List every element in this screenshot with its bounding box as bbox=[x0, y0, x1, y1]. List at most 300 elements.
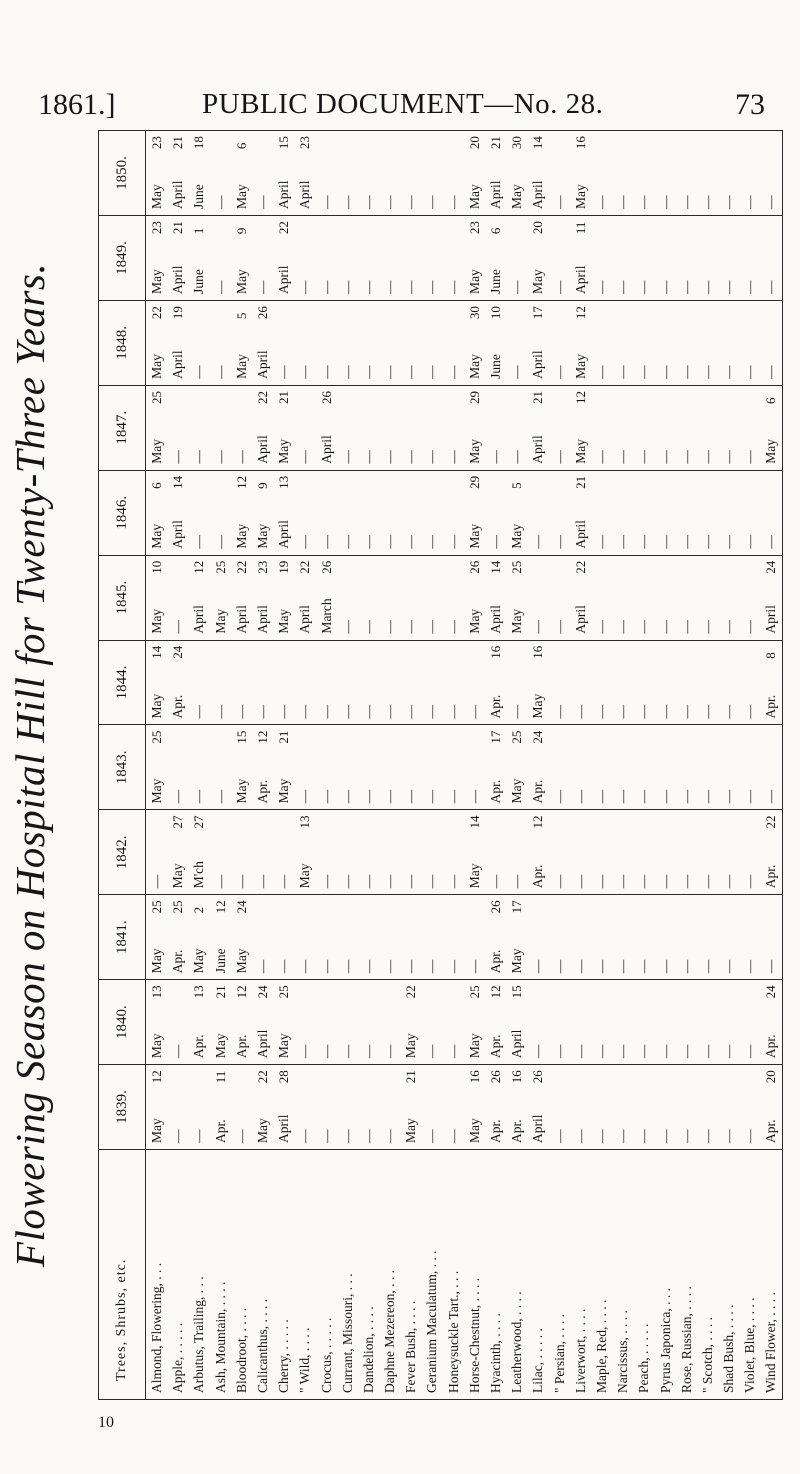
month: — bbox=[318, 1044, 334, 1059]
date-entry bbox=[506, 131, 527, 215]
date-entry bbox=[231, 386, 252, 470]
month: — bbox=[424, 1129, 440, 1143]
day: 23 bbox=[297, 136, 313, 150]
month: — bbox=[424, 874, 440, 889]
date-entry bbox=[506, 641, 527, 725]
day: 21 bbox=[403, 1070, 419, 1084]
month: — bbox=[678, 1044, 694, 1059]
month: — bbox=[593, 535, 609, 549]
day bbox=[655, 980, 676, 998]
date-entry bbox=[167, 641, 188, 725]
date-entry bbox=[527, 556, 548, 640]
day bbox=[252, 131, 273, 149]
date-entry bbox=[697, 641, 718, 725]
month: May bbox=[466, 269, 482, 294]
month: — bbox=[742, 789, 758, 804]
month: — bbox=[742, 874, 758, 889]
month: — bbox=[191, 1129, 207, 1143]
date-entry bbox=[146, 131, 167, 215]
day: 21 bbox=[530, 390, 546, 404]
day: 14 bbox=[530, 136, 546, 150]
month: — bbox=[593, 280, 609, 294]
month: — bbox=[615, 620, 631, 634]
month: April bbox=[276, 180, 292, 210]
day bbox=[294, 725, 315, 743]
month: — bbox=[530, 535, 546, 549]
day: 12 bbox=[149, 1070, 164, 1084]
date-entry bbox=[760, 1065, 781, 1149]
day bbox=[379, 301, 400, 319]
month: — bbox=[424, 535, 440, 549]
month: — bbox=[636, 535, 652, 549]
day bbox=[718, 1065, 739, 1083]
day: 29 bbox=[466, 475, 482, 489]
month: — bbox=[572, 959, 588, 974]
day bbox=[570, 980, 591, 998]
page-number: 73 bbox=[735, 88, 765, 121]
day bbox=[337, 216, 358, 234]
day: 24 bbox=[763, 560, 779, 574]
month: — bbox=[721, 450, 737, 464]
month: April bbox=[254, 605, 270, 634]
date-entry bbox=[464, 895, 485, 979]
month: — bbox=[360, 789, 376, 804]
date-entry bbox=[570, 641, 591, 725]
plant-name: Fever Bush, . . . . bbox=[403, 1300, 419, 1393]
month: — bbox=[593, 959, 609, 974]
month: — bbox=[551, 789, 567, 804]
date-entry bbox=[358, 301, 379, 385]
month: — bbox=[466, 704, 482, 719]
month: April bbox=[233, 605, 249, 634]
day bbox=[337, 131, 358, 149]
month: — bbox=[742, 620, 758, 634]
month: — bbox=[509, 874, 525, 889]
day bbox=[210, 641, 231, 659]
month: — bbox=[636, 704, 652, 719]
month: April bbox=[530, 1114, 546, 1143]
month: — bbox=[657, 280, 673, 294]
month: May bbox=[149, 439, 164, 464]
day bbox=[316, 131, 337, 149]
day bbox=[485, 810, 506, 828]
day bbox=[358, 1065, 379, 1083]
date-entry bbox=[421, 556, 442, 640]
day bbox=[570, 895, 591, 913]
month: — bbox=[254, 280, 270, 294]
month: — bbox=[339, 789, 355, 804]
month: — bbox=[445, 620, 461, 634]
date-entry bbox=[464, 810, 485, 894]
month: — bbox=[763, 535, 779, 549]
month: — bbox=[636, 789, 652, 804]
month: May bbox=[233, 184, 249, 210]
month: — bbox=[636, 959, 652, 974]
day: 28 bbox=[276, 1070, 292, 1084]
day bbox=[337, 386, 358, 404]
day bbox=[188, 471, 209, 489]
day bbox=[316, 301, 337, 319]
month: — bbox=[551, 874, 567, 889]
month: — bbox=[382, 535, 398, 549]
date-entry bbox=[760, 216, 781, 300]
month: — bbox=[509, 704, 525, 719]
date-entry bbox=[443, 641, 464, 725]
month: — bbox=[318, 280, 334, 294]
date-entry bbox=[421, 386, 442, 470]
month: May bbox=[530, 693, 546, 719]
month: May bbox=[509, 184, 525, 210]
day bbox=[760, 471, 781, 489]
day bbox=[316, 810, 337, 828]
date-entry bbox=[231, 131, 252, 215]
month: — bbox=[551, 450, 567, 464]
day: 22 bbox=[276, 221, 292, 235]
month: — bbox=[403, 535, 419, 549]
day: 6 bbox=[488, 227, 503, 235]
month: — bbox=[593, 365, 609, 379]
day bbox=[549, 1065, 570, 1083]
day bbox=[421, 1065, 442, 1083]
day bbox=[358, 895, 379, 913]
month: — bbox=[382, 620, 398, 634]
date-entry bbox=[697, 810, 718, 894]
day bbox=[273, 641, 294, 659]
day bbox=[527, 471, 548, 489]
date-entry bbox=[167, 556, 188, 640]
date-entry bbox=[549, 725, 570, 809]
date-entry bbox=[443, 810, 464, 894]
month: — bbox=[678, 535, 694, 549]
month: — bbox=[382, 959, 398, 974]
date-entry bbox=[527, 895, 548, 979]
day bbox=[633, 556, 654, 574]
day bbox=[167, 725, 188, 743]
date-entry bbox=[231, 725, 252, 809]
day: 12 bbox=[233, 475, 249, 489]
day bbox=[718, 216, 739, 234]
plant-name: Peach, . . . . . bbox=[636, 1323, 652, 1393]
plant-name: Pyrus Japonica, . . . bbox=[657, 1288, 673, 1393]
date-entry bbox=[421, 641, 442, 725]
date-entry bbox=[400, 131, 421, 215]
day bbox=[485, 471, 506, 489]
date-entry bbox=[400, 556, 421, 640]
date-entry bbox=[146, 725, 167, 809]
date-entry bbox=[400, 895, 421, 979]
date-entry bbox=[146, 641, 167, 725]
date-entry bbox=[570, 895, 591, 979]
month: — bbox=[678, 450, 694, 464]
date-entry bbox=[252, 556, 273, 640]
month: — bbox=[488, 535, 503, 549]
plant-name: Rose, Russian, . . . . bbox=[678, 1286, 694, 1393]
day bbox=[527, 980, 548, 998]
day: 19 bbox=[276, 560, 292, 574]
day bbox=[697, 301, 718, 319]
month: April bbox=[276, 1114, 292, 1143]
month: May bbox=[276, 1033, 292, 1059]
day: 21 bbox=[170, 221, 186, 235]
month: — bbox=[593, 1129, 609, 1143]
day: 6 bbox=[149, 482, 164, 489]
date-entry bbox=[760, 641, 781, 725]
date-entry bbox=[655, 386, 676, 470]
date-entry bbox=[210, 1065, 231, 1149]
month: April bbox=[254, 350, 270, 379]
month: May bbox=[212, 608, 228, 634]
month: — bbox=[170, 450, 186, 464]
date-entry bbox=[591, 386, 612, 470]
date-entry bbox=[591, 725, 612, 809]
month: — bbox=[360, 1129, 376, 1143]
plant-name: Leatherwood, . . . . bbox=[509, 1291, 525, 1393]
date-entry bbox=[146, 1065, 167, 1149]
day bbox=[421, 725, 442, 743]
day bbox=[379, 216, 400, 234]
month: May bbox=[466, 184, 482, 210]
month: May bbox=[149, 523, 164, 549]
date-entry bbox=[485, 386, 506, 470]
month: Apr. bbox=[530, 864, 546, 889]
day: 25 bbox=[509, 560, 525, 574]
day bbox=[612, 895, 633, 913]
month: May bbox=[297, 863, 313, 889]
month: May bbox=[509, 778, 525, 804]
month: — bbox=[615, 195, 631, 210]
day bbox=[400, 556, 421, 574]
plant-name: Bloodroot, . . . . bbox=[233, 1307, 249, 1393]
month: May bbox=[466, 1033, 482, 1059]
date-entry bbox=[167, 810, 188, 894]
day bbox=[506, 301, 527, 319]
day bbox=[337, 810, 358, 828]
date-entry bbox=[464, 641, 485, 725]
year-column bbox=[146, 640, 783, 725]
month: April bbox=[170, 180, 186, 210]
date-entry bbox=[167, 725, 188, 809]
day bbox=[570, 1065, 591, 1083]
month: — bbox=[551, 704, 567, 719]
date-entry bbox=[316, 810, 337, 894]
month: — bbox=[721, 280, 737, 294]
day bbox=[739, 216, 760, 234]
date-entry bbox=[655, 471, 676, 555]
date-entry bbox=[231, 810, 252, 894]
day: 17 bbox=[509, 900, 525, 914]
date-entry bbox=[676, 641, 697, 725]
month: — bbox=[763, 365, 779, 379]
date-entry bbox=[252, 471, 273, 555]
plant-name: Shad Bush, . . . . bbox=[721, 1304, 737, 1393]
day bbox=[612, 386, 633, 404]
day: 25 bbox=[149, 730, 164, 744]
day: 21 bbox=[212, 985, 228, 999]
day bbox=[400, 810, 421, 828]
month: — bbox=[424, 280, 440, 294]
date-entry bbox=[231, 556, 252, 640]
day bbox=[379, 895, 400, 913]
month: — bbox=[170, 789, 186, 804]
date-entry bbox=[273, 1065, 294, 1149]
date-entry bbox=[273, 471, 294, 555]
date-entry bbox=[379, 725, 400, 809]
day bbox=[167, 556, 188, 574]
date-entry bbox=[379, 895, 400, 979]
month: — bbox=[488, 450, 503, 464]
date-entry bbox=[167, 216, 188, 300]
day bbox=[676, 131, 697, 149]
year-header: 1843. bbox=[99, 725, 146, 810]
month: — bbox=[615, 874, 631, 889]
day bbox=[718, 895, 739, 913]
date-entry bbox=[697, 895, 718, 979]
date-entry bbox=[549, 895, 570, 979]
day bbox=[612, 556, 633, 574]
folio-mark: 10 bbox=[98, 1414, 114, 1431]
month: — bbox=[170, 1129, 186, 1143]
month: June bbox=[191, 269, 207, 294]
day bbox=[294, 386, 315, 404]
day bbox=[612, 1065, 633, 1083]
month: — bbox=[551, 1044, 567, 1059]
month: — bbox=[657, 874, 673, 889]
month: April bbox=[488, 180, 503, 210]
date-entry bbox=[358, 895, 379, 979]
date-entry bbox=[337, 1065, 358, 1149]
day: 21 bbox=[276, 390, 292, 404]
day bbox=[421, 810, 442, 828]
day bbox=[167, 386, 188, 404]
year-column bbox=[146, 555, 783, 640]
date-entry bbox=[188, 1065, 209, 1149]
month: — bbox=[466, 789, 482, 804]
day bbox=[612, 131, 633, 149]
day: 22 bbox=[572, 560, 588, 574]
year-column bbox=[146, 980, 783, 1065]
day bbox=[549, 980, 570, 998]
day bbox=[379, 556, 400, 574]
date-entry bbox=[252, 810, 273, 894]
month: — bbox=[593, 195, 609, 210]
date-entry bbox=[549, 980, 570, 1064]
date-entry bbox=[358, 980, 379, 1064]
date-entry bbox=[527, 131, 548, 215]
month: — bbox=[254, 195, 270, 210]
day bbox=[676, 1065, 697, 1083]
date-entry bbox=[655, 725, 676, 809]
month: — bbox=[593, 450, 609, 464]
day bbox=[591, 1065, 612, 1083]
month: — bbox=[615, 280, 631, 294]
day bbox=[633, 641, 654, 659]
day bbox=[760, 301, 781, 319]
day bbox=[379, 725, 400, 743]
month: — bbox=[678, 959, 694, 974]
date-entry bbox=[570, 216, 591, 300]
month: April bbox=[276, 520, 292, 549]
date-entry bbox=[527, 725, 548, 809]
month: — bbox=[699, 1129, 715, 1143]
date-entry bbox=[485, 895, 506, 979]
day bbox=[316, 1065, 337, 1083]
month: — bbox=[233, 874, 249, 889]
date-entry bbox=[273, 641, 294, 725]
date-entry bbox=[316, 725, 337, 809]
date-entry bbox=[612, 301, 633, 385]
month: — bbox=[212, 450, 228, 464]
date-entry bbox=[739, 386, 760, 470]
month: — bbox=[699, 704, 715, 719]
date-entry bbox=[485, 556, 506, 640]
date-entry bbox=[612, 556, 633, 640]
day: 12 bbox=[254, 730, 270, 744]
month: — bbox=[445, 959, 461, 974]
day bbox=[739, 810, 760, 828]
day bbox=[358, 725, 379, 743]
month: — bbox=[530, 1044, 546, 1059]
month: — bbox=[657, 450, 673, 464]
month: Apr. bbox=[233, 1034, 249, 1059]
month: May bbox=[466, 863, 482, 889]
year-header: 1847. bbox=[99, 385, 146, 470]
day bbox=[676, 895, 697, 913]
month: — bbox=[297, 959, 313, 974]
month: — bbox=[636, 195, 652, 210]
day: 2 bbox=[191, 906, 207, 914]
day bbox=[188, 1065, 209, 1083]
plant-name: Maple, Red, . . . . bbox=[593, 1299, 609, 1393]
month: May bbox=[149, 778, 164, 804]
date-entry bbox=[676, 1065, 697, 1149]
month: — bbox=[339, 365, 355, 379]
date-entry bbox=[655, 556, 676, 640]
date-entry bbox=[231, 216, 252, 300]
date-entry bbox=[485, 1065, 506, 1149]
date-entry bbox=[464, 980, 485, 1064]
month: — bbox=[551, 280, 567, 294]
day bbox=[358, 216, 379, 234]
date-entry bbox=[464, 386, 485, 470]
day bbox=[400, 895, 421, 913]
month: — bbox=[233, 704, 249, 719]
month: May bbox=[170, 863, 186, 889]
month: — bbox=[721, 1129, 737, 1143]
month: — bbox=[360, 365, 376, 379]
month: — bbox=[678, 280, 694, 294]
day bbox=[549, 471, 570, 489]
date-entry bbox=[146, 386, 167, 470]
month: — bbox=[382, 1129, 398, 1143]
month: — bbox=[551, 1129, 567, 1143]
date-entry bbox=[316, 301, 337, 385]
day bbox=[316, 641, 337, 659]
date-entry bbox=[294, 980, 315, 1064]
month: April bbox=[170, 520, 186, 549]
day bbox=[421, 471, 442, 489]
date-entry bbox=[400, 301, 421, 385]
day: 26 bbox=[466, 560, 482, 574]
date-entry bbox=[527, 471, 548, 555]
month: — bbox=[212, 280, 228, 294]
plant-name: " Scotch, . . . . bbox=[699, 1316, 715, 1393]
year-header: 1850. bbox=[99, 131, 146, 216]
date-entry bbox=[464, 216, 485, 300]
day: 16 bbox=[488, 645, 503, 659]
date-entry bbox=[697, 131, 718, 215]
month: — bbox=[339, 874, 355, 889]
plant-name: Geranium Maculatum, . . . bbox=[424, 1250, 440, 1393]
